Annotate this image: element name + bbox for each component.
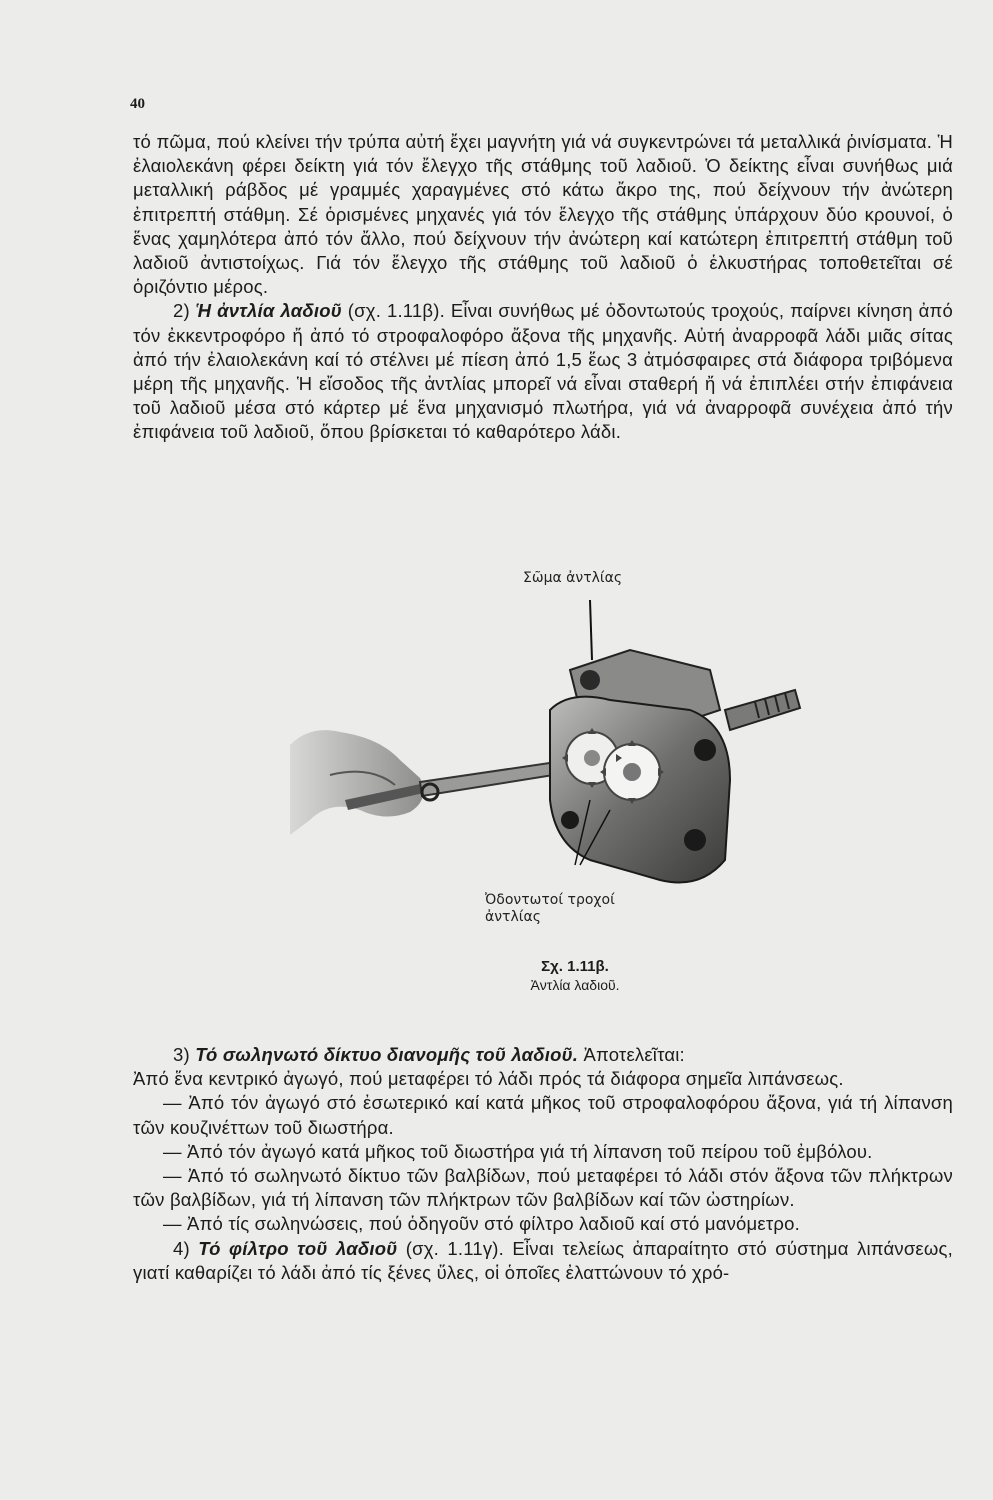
section-3-item: — Ἀπό τίς σωληνώσεις, πού ὁδηγοῦν στό φίλτρο λαδιοῦ καί στό μανόμετρο. bbox=[163, 1213, 800, 1235]
section-2-heading: Ἡ ἀντλία λαδιοῦ bbox=[195, 300, 342, 322]
section-3-text: Ἀποτελεῖται: bbox=[578, 1044, 685, 1065]
lower-text bbox=[133, 1043, 953, 1285]
caption-title: Ἀντλία λαδιοῦ. bbox=[530, 977, 620, 993]
upper-text bbox=[133, 130, 953, 445]
pump-shaft bbox=[725, 690, 800, 730]
section-2-paragraph bbox=[133, 299, 953, 444]
section-3-item: — Ἀπό τό σωληνωτό δίκτυο τῶν βαλβίδων, πού μεταφέρει τό λάδι στόν ἄξονα τῶν πλήκτρων τῶν βαλβίδων, γιά τή λίπανση τῶν πλήκτρων τῶν βαλβίδων καί τῶν ὠστηρίων. bbox=[133, 1165, 953, 1211]
section-4-number: 4) bbox=[173, 1237, 190, 1259]
paragraph-1: τό πῶμα, πού κλείνει τήν τρύπα αὐτή ἔχει μαγνήτη γιά νά συγκεντρώνει τά μεταλλικά ῥινίσματα. Ἡ ἐλαιολεκάνη φέρει δείκτη γιά τόν ἔλεγχο τῆς στάθμης τοῦ λαδιοῦ. Ὁ δείκτης εἶναι συνήθως μιά μεταλλική ράβδος μέ γραμμές χαραγμένες στό κάτω ἄκρο της, πού δείχνουν τήν ἀνώτερη ἐπιτρεπτή στάθμη. Σέ ὁρισμένες μηχανές γιά τόν ἔλεγχο τῆς στάθμης ὑπάρχουν δύο κρουνοί, ὁ ἕνας χαμηλότερα ἀπό τόν ἄλλο, πού δείχνουν τήν ἀνώτερη καί κατώτερη ἐπιτρεπτή στάθμη τοῦ λαδιοῦ ἀντιστοίχως. Γιά τόν ἔλεγχο τῆς στάθμης τοῦ λαδιοῦ ὁ ἑλκυστήρας τοποθετεῖται σέ ὁριζόντιο μέρος. bbox=[133, 131, 953, 298]
section-3-paragraph bbox=[133, 1043, 953, 1067]
figure-caption bbox=[400, 958, 750, 993]
section-4-heading: Τό φίλτρο τοῦ λαδιοῦ bbox=[198, 1237, 398, 1259]
section-2-text: (σχ. 1.11β). Εἶναι συνήθως μέ ὀδοντωτούς τροχούς, παίρνει κίνηση ἀπό τόν ἐκκεντροφόρο ἤ ἀπό τό στροφαλοφόρο ἄξονα τῆς μηχανῆς. Αὐτή ἀναρροφᾶ λάδι μιᾶς σίτας ἀπό τήν ἐλαιολεκάνη καί τό στέλνει μέ πίεση ἀπό 1,5 ἕως 3 ἀτμόσφαιρες στά διάφορα τριβόμενα μέρη τῆς μηχανῆς. Ἡ εἴσοδος τῆς ἀντλίας μπορεῖ νά εἶναι σταθερή ἤ νά ἐπιπλέει στήν ἐπιφάνεια τοῦ λαδιοῦ μέσα στό κάρτερ μέ ἕνα μηχανισμό πλωτήρα, γιά νά ἀναρροφᾶ συνέχεια ἀπό τήν ἐπιφάνεια τοῦ λαδιοῦ, ὅπου βρίσκεται τό καθαρότερο λάδι. bbox=[133, 300, 954, 443]
caption-number: Σχ. 1.11β. bbox=[541, 958, 609, 975]
label-gears-line2: ἀντλίας bbox=[485, 909, 541, 925]
section-4-text: (σχ. 1.11γ). Εἶναι τελείως ἀπαραίτητο στό σύστημα λιπάνσεως, γιατί καθαρίζει τό λάδι ἀπό τίς ξένες ὕλες, οἱ ὁποῖες ἐλαττώνουν τό χρό- bbox=[133, 1237, 953, 1283]
hand bbox=[290, 730, 423, 835]
page-number: 40 bbox=[130, 96, 145, 112]
section-3-item: — Ἀπό τόν ἀγωγό στό ἐσωτερικό καί κατά μῆκος τοῦ στροφαλοφόρου ἄξονα, γιά τή λίπανση τῶν κουζινέττων τοῦ διωστήρα. bbox=[133, 1092, 953, 1138]
section-3-heading: Τό σωληνωτό δίκτυο διανομῆς τοῦ λαδιοῦ. bbox=[195, 1044, 579, 1065]
section-3-intro: Ἀπό ἕνα κεντρικό ἀγωγό, πού μεταφέρει τό λάδι πρός τά διάφορα σημεῖα λιπάνσεως. bbox=[133, 1068, 844, 1090]
oil-pump-figure bbox=[270, 560, 870, 950]
section-4-paragraph bbox=[133, 1237, 953, 1285]
section-3-item: — Ἀπό τόν ἀγωγό κατά μῆκος τοῦ διωστήρα γιά τή λίπανση τοῦ πείρου τοῦ ἐμβόλου. bbox=[163, 1140, 873, 1162]
section-3-number: 3) bbox=[173, 1044, 190, 1065]
section-2-number: 2) bbox=[173, 300, 190, 322]
label-gears-line1: Ὀδοντωτοί τροχοί bbox=[485, 892, 615, 908]
label-pump-body: Σῶμα ἀντλίας bbox=[523, 570, 623, 586]
leader-line-body bbox=[590, 600, 592, 660]
